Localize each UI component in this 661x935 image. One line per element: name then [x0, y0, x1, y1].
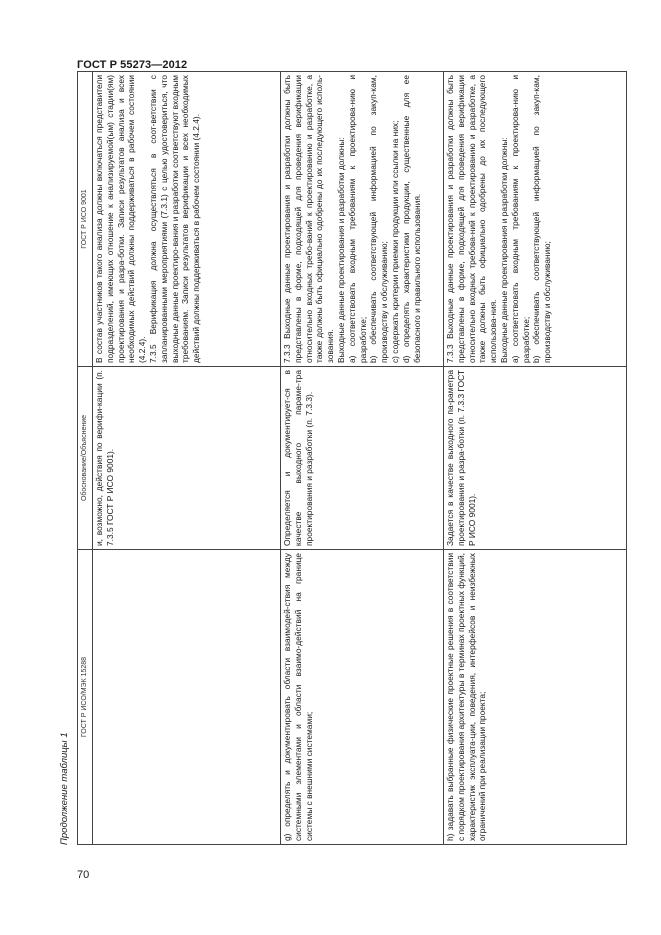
cell-paragraph: Задается в качестве выходного па-раметра проектирования и разра-ботки (п. 7.3.3 ГОСТ Р ИСО 9001). [445, 370, 477, 546]
table-header-row [78, 72, 93, 845]
cell-paragraph: Выходные данные проектирования и разработки должны: [335, 137, 346, 363]
cell-paragraph: b) обеспечивать соответствующей информацией по закуп-кам, производству и обслуживанию; [368, 75, 390, 363]
table-row [281, 72, 444, 845]
table-cell [281, 367, 444, 550]
cell-paragraph: 7.3.3 Выходные данные проектирования и разработки должны быть представлены в форме, подходящей для проведения верификации относительно входных требо-ваний к проектированию и разработке, а также должны быть официально одобрены до их последующего исполь-зования. [282, 75, 336, 363]
cell-paragraph: Выходные данные проектирования и разработки должны: [498, 137, 509, 363]
table-row [444, 72, 627, 845]
page-number: 70 [77, 869, 90, 881]
cell-paragraph: Определяется и документирует-ся в качестве выходного параме-тра проектирования и разработки (п. 7.3.3). [282, 370, 314, 546]
cell-paragraph: b) обеспечивать соответствующей информацией по закуп-кам, производству и обслуживанию; [531, 75, 553, 363]
cell-paragraph: 7.3.5 Верификация должна осуществляться в соот-ветствии с запланированными мероприятиями (7.3.1) с целью удостовериться, что выходные данные проектиро-вания и разработки соответствуют входным требованиям. Записи результатов верификации и всех необходимых действий должны поддерживаться в рабочем состоянии (4.2.4). [147, 75, 202, 363]
column-header: ГОСТ Р ИСО 9001 [78, 72, 93, 367]
cell-paragraph: g) определять и документировать области взаимодей-ствия между системными элементами и области взаимо-действий на границе системы с внешними системами; [282, 553, 314, 841]
cell-paragraph: d) определять характеристики продукции, существенные для ее безопасного и правильного использования. [400, 75, 422, 363]
column-header: Обоснование/Объяснение [78, 367, 93, 550]
table-cell [444, 72, 627, 367]
table-cell [93, 367, 281, 550]
table-continuation-caption: Продолжение таблицы 1 [59, 732, 70, 845]
document-code: ГОСТ Р 55273—2012 [77, 59, 188, 71]
table-cell [281, 550, 444, 845]
cell-paragraph: В состав участников такого анализа должны включаться представители подразделений, имеющих отношение к анализируемой(ым) стадии(ям) проектирования и разра-ботки. Записи результатов анализа и всех необходимых действий должны поддерживаться в рабочем состоянии (4.2.4). [94, 75, 148, 363]
cell-paragraph: h) задавать выбранные физические проектные решения в соответствии с порядком проектирования архитектуры в терминах проектных функций, характеристик эксплуата-ции, поведения, интерфейсов и неизбежных ограничений при реализации проекта; [445, 553, 488, 841]
cell-paragraph: и, возможно, действия по верифи-кации (п. 7.3.5 ГОСТ Р ИСО 9001). [94, 370, 115, 546]
cell-paragraph: 7.3.3 Выходные данные проектирования и разработки должны быть представлены в форме, подходящей для проведения верификации относительно входных требова-ний к проектированию и разработке, а также должны быть официально одобрены до их последующего использова-ния. [445, 75, 499, 363]
table-cell [281, 72, 444, 367]
column-header: ГОСТ Р ИСО/МЭК 15288 [78, 550, 93, 845]
cell-paragraph: a) соответствовать входным требованиям к проектирова-нию и разработке; [346, 75, 368, 363]
comparison-table [77, 71, 627, 845]
cell-paragraph: c) содержать критерии приемки продукции или ссылки на них; [389, 120, 400, 363]
table-cell [93, 550, 281, 845]
table-row [93, 72, 281, 845]
table-cell [444, 550, 627, 845]
cell-paragraph: a) соответствовать входным требованиям к проектирова-нию и разработке; [509, 75, 531, 363]
table-cell [444, 367, 627, 550]
table-cell [93, 72, 281, 367]
rotated-table-page [59, 75, 627, 845]
